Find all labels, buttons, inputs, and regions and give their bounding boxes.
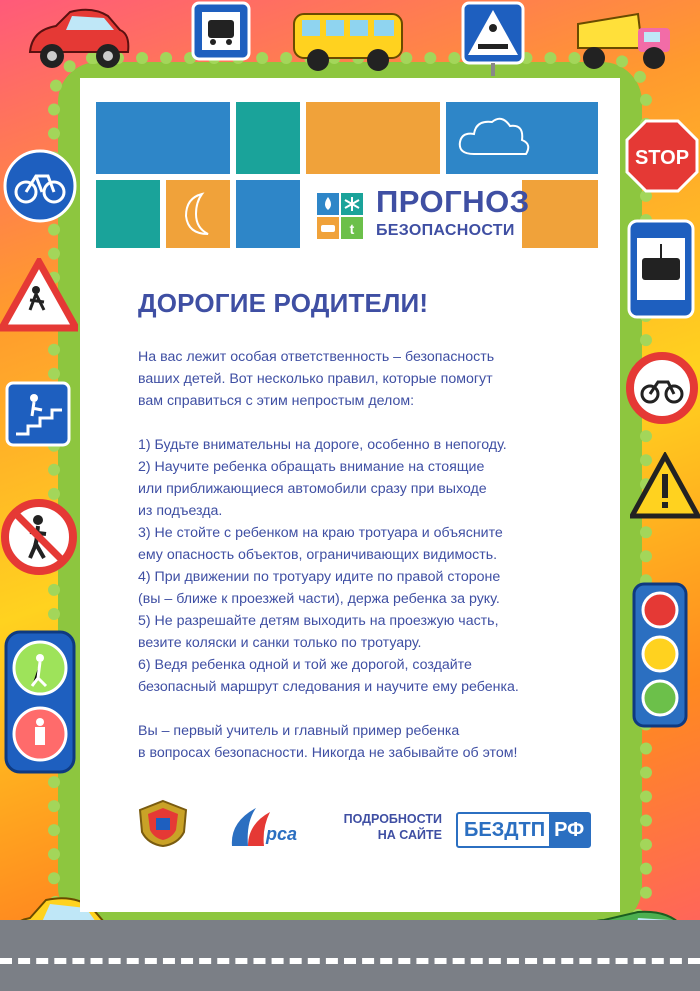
forecast-icons	[316, 192, 364, 240]
red-car-icon	[22, 4, 134, 74]
pedestrian-crossing-sign-icon	[460, 0, 526, 76]
bus-stop-sign-icon	[190, 0, 252, 62]
traffic-light-icon	[622, 580, 698, 730]
intro-line: вам справиться с этим непростым делом:	[138, 393, 415, 409]
children-warning-sign-icon	[0, 258, 78, 334]
page-title: ДОРОГИЕ РОДИТЕЛИ!	[138, 288, 429, 318]
rules-list	[138, 434, 598, 698]
rule-item: 4) При движении по тротуару идите по правой стороне	[138, 569, 501, 585]
warning-sign-icon	[630, 452, 700, 520]
rule-item: или приближающиеся автомобили сразу при выходе	[138, 481, 487, 497]
closing-line: в вопросах безопасности. Никогда не забывайте об этом!	[138, 745, 518, 761]
brand-subtitle: БЕЗОПАСНОСТИ	[376, 222, 515, 239]
site-link-suffix: РФ	[549, 814, 589, 846]
header-tile	[236, 180, 300, 248]
more-info-label	[340, 811, 442, 843]
intro-line: На вас лежит особая ответственность – безопасность	[138, 349, 495, 365]
rule-item: везите коляски и санки только по тротуару.	[138, 635, 422, 651]
header-tile-cloud	[446, 102, 598, 174]
closing-paragraph	[138, 720, 598, 764]
stop-sign-icon	[624, 118, 700, 194]
closing-line: Вы – первый учитель и главный пример ребенка	[138, 723, 460, 739]
header-tile	[236, 102, 300, 174]
header-tile	[96, 102, 230, 174]
underpass-sign-icon	[4, 380, 74, 452]
rule-item: 5) Не разрешайте детям выходить на проезжую часть,	[138, 613, 499, 629]
pedestrian-traffic-light-icon	[2, 630, 78, 774]
intro-paragraph	[138, 346, 598, 412]
brand-title: ПРОГНОЗ	[376, 184, 530, 219]
rule-item: 6) Ведя ребенка одной и той же дорогой, создайте	[138, 657, 472, 673]
site-link[interactable]	[456, 812, 591, 848]
header-tile	[522, 180, 598, 248]
rule-item: (вы – ближе к проезжей части), держа ребенка за руку.	[138, 591, 500, 607]
rsa-logo	[226, 802, 312, 850]
header-tile	[306, 102, 440, 174]
bicycle-path-sign-icon	[2, 148, 78, 224]
yellow-bus-icon	[288, 6, 408, 76]
tram-stop-sign-icon	[626, 218, 696, 322]
road	[0, 920, 700, 991]
moon-icon	[166, 180, 230, 248]
body-text	[138, 346, 598, 786]
rule-item: 3) Не стойте с ребенком на краю тротуара и объясните	[138, 525, 503, 541]
rule-item: ему опасность объектов, ограничивающих видимость.	[138, 547, 498, 563]
cloud-icon	[446, 102, 598, 174]
brand-logo	[316, 182, 530, 246]
more-info-line: ПОДРОБНОСТИ	[343, 812, 442, 826]
no-pedestrians-sign-icon	[0, 498, 78, 576]
no-bicycles-sign-icon	[626, 352, 698, 424]
gibdd-emblem-icon	[134, 798, 192, 848]
svg-text:t: t	[349, 221, 355, 237]
rule-item: безопасный маршрут следования и научите ему ребенка.	[138, 679, 519, 695]
rule-item: 1) Будьте внимательны на дороге, особенно в непогоду.	[138, 437, 507, 453]
dump-truck-icon	[568, 4, 678, 76]
site-link-main: БЕЗДТП	[464, 818, 546, 841]
stop-sign-text: STOP	[634, 147, 690, 169]
rsa-logo-text: рса	[266, 824, 298, 844]
rule-item: 2) Научите ребенка обращать внимание на стоящие	[138, 459, 485, 475]
more-info-line: НА САЙТЕ	[377, 828, 442, 842]
intro-line: ваших детей. Вот несколько правил, которые помогут	[138, 371, 493, 387]
header-tile-moon	[166, 180, 230, 248]
header-tile	[96, 180, 160, 248]
rule-item: из подъезда.	[138, 503, 223, 519]
